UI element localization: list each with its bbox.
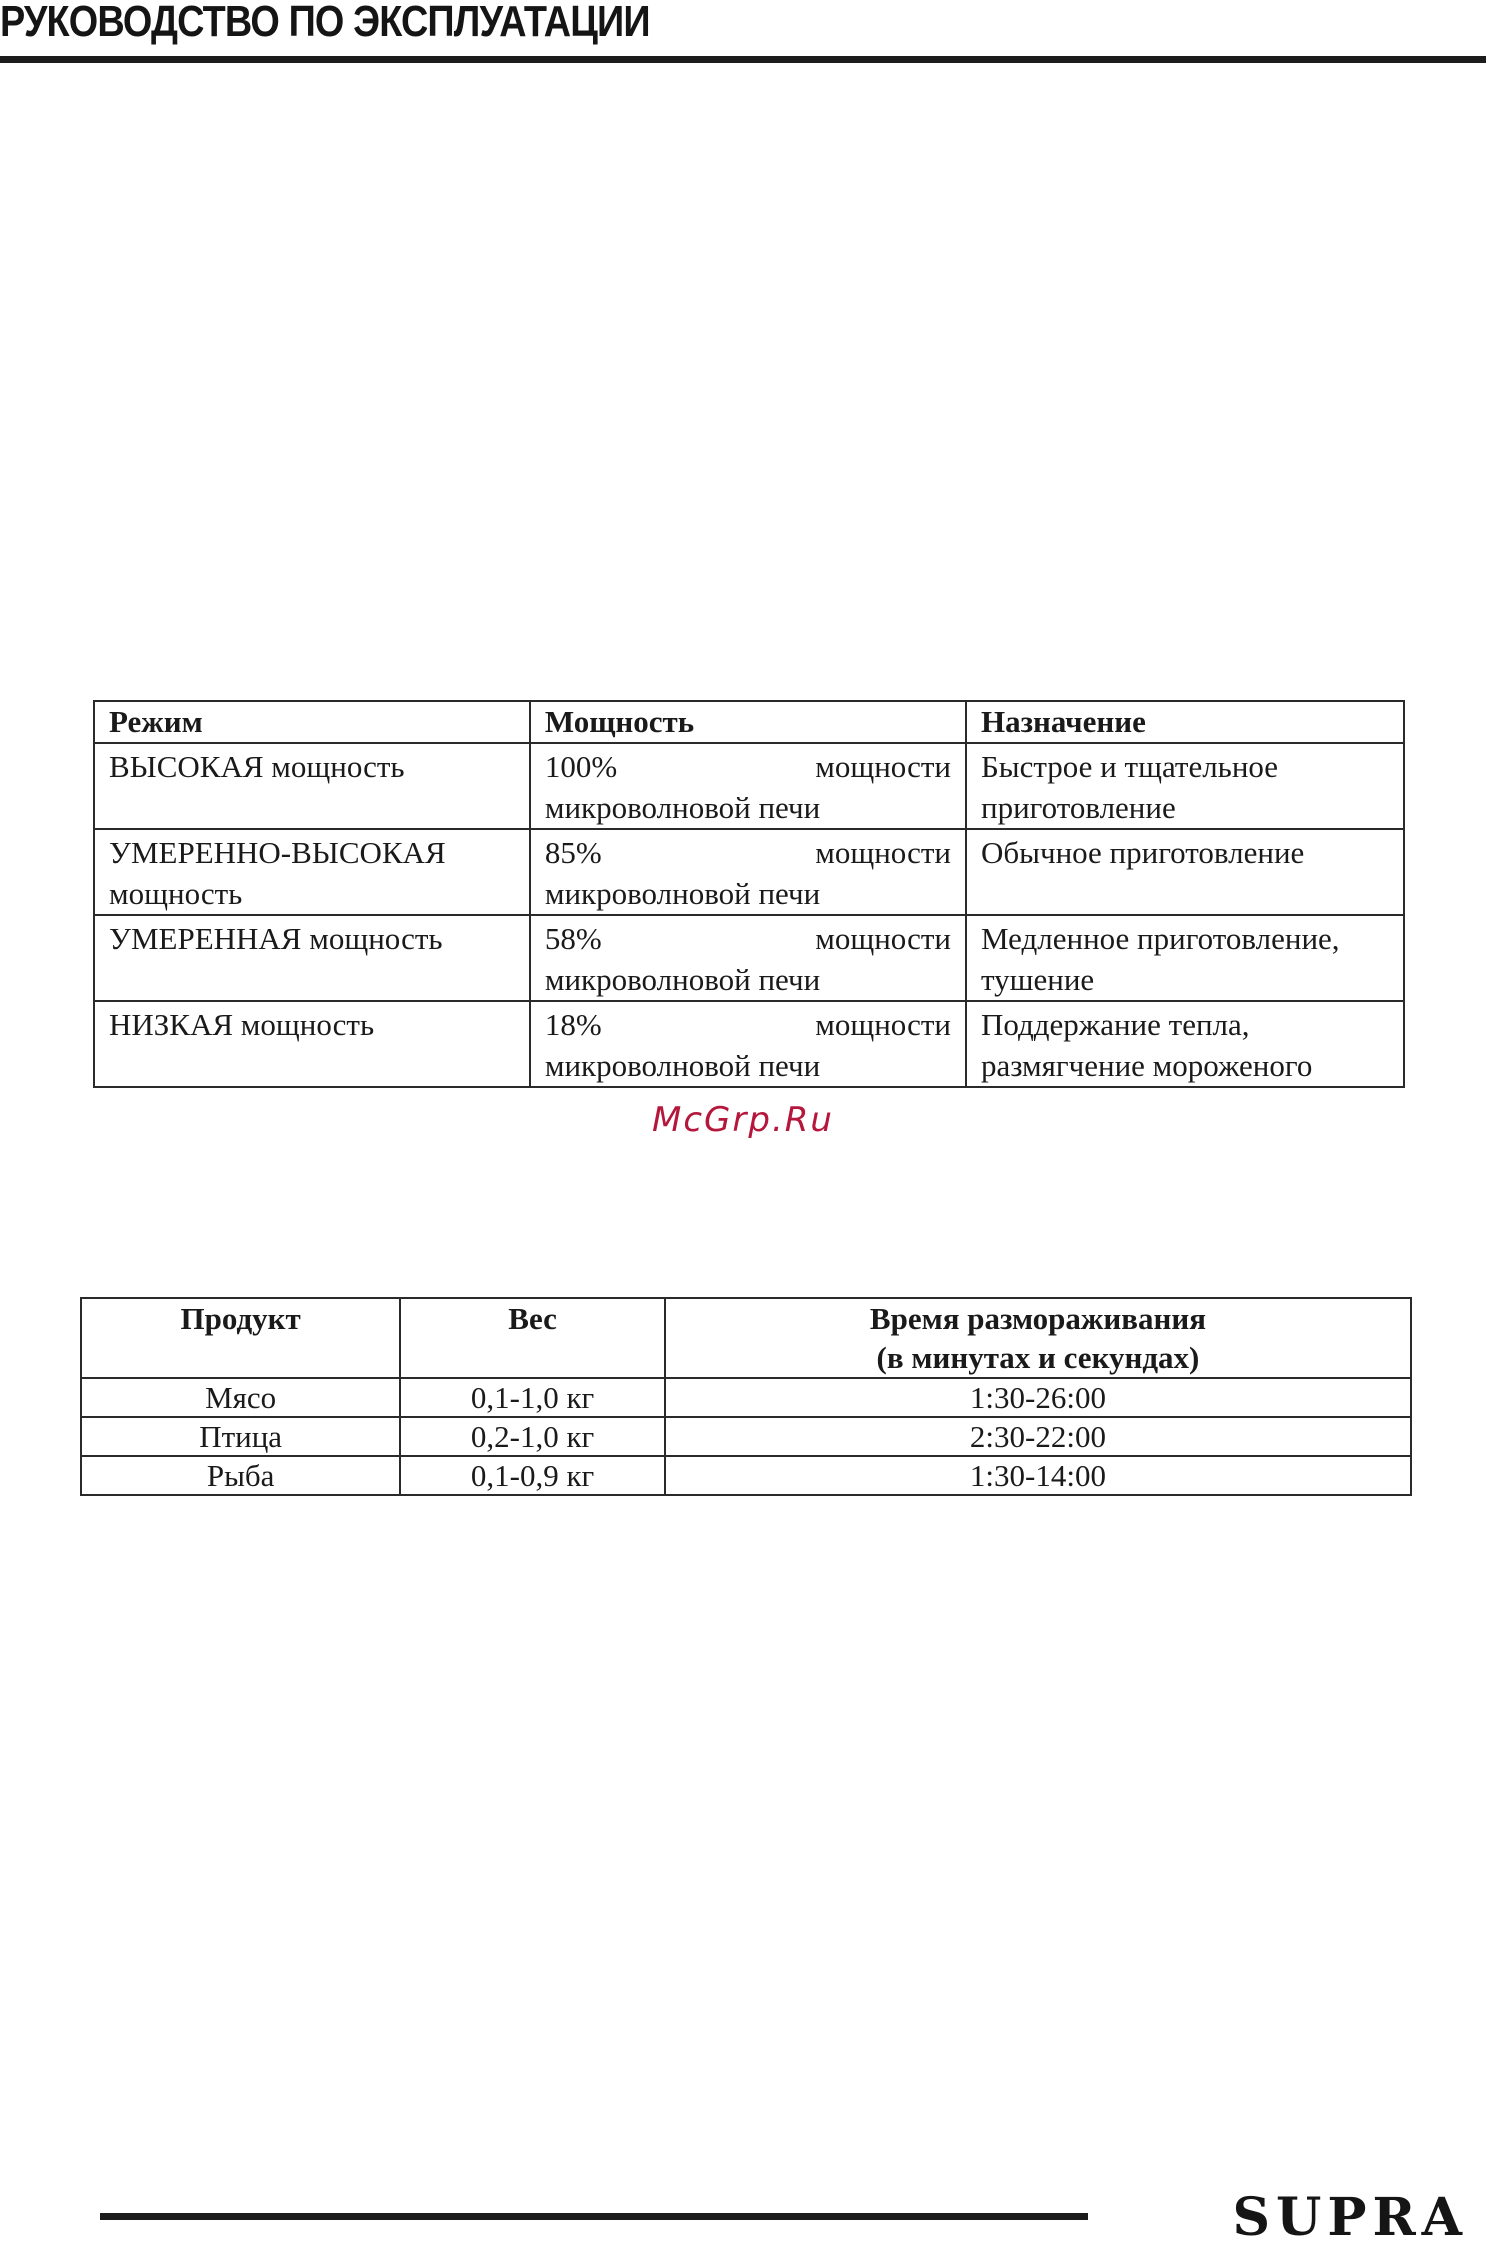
weight-cell: 0,2-1,0 кг — [400, 1417, 665, 1456]
defrost-table — [80, 1297, 1412, 1496]
table-row — [94, 1001, 1404, 1087]
product-cell: Птица — [81, 1417, 400, 1456]
power-cell — [530, 829, 966, 915]
column-header-defrost-time — [665, 1298, 1411, 1378]
column-header-power: Мощность — [530, 701, 966, 743]
power-word: мощности — [815, 835, 951, 870]
power-word: мощности — [815, 749, 951, 784]
footer-divider — [100, 2213, 1088, 2220]
product-cell: Рыба — [81, 1456, 400, 1495]
power-cell — [530, 743, 966, 829]
column-header-weight: Вес — [400, 1298, 665, 1378]
table-row — [94, 743, 1404, 829]
mode-cell: УМЕРЕННАЯ мощность — [94, 915, 530, 1001]
column-header-product: Продукт — [81, 1298, 400, 1378]
power-word: мощности — [815, 1007, 951, 1042]
power-source: микроволновой печи — [544, 876, 821, 911]
header-divider — [0, 56, 1486, 63]
weight-cell: 0,1-1,0 кг — [400, 1378, 665, 1417]
power-percent: 18% — [544, 1007, 602, 1042]
mode-cell: ВЫСОКАЯ мощность — [94, 743, 530, 829]
page-header-title: РУКОВОДСТВО ПО ЭКСПЛУАТАЦИИ — [0, 0, 650, 46]
purpose-cell: Быстрое и тщательное приготовление — [966, 743, 1404, 829]
power-source: микроволновой печи — [544, 962, 821, 997]
power-percent: 100% — [544, 749, 618, 784]
power-cell — [530, 1001, 966, 1087]
product-cell: Мясо — [81, 1378, 400, 1417]
table-row — [81, 1456, 1411, 1495]
table-header-row — [81, 1298, 1411, 1378]
column-header-purpose: Назначение — [966, 701, 1404, 743]
purpose-cell: Медленное приготовление, тушение — [966, 915, 1404, 1001]
mode-cell: УМЕРЕННО-ВЫСОКАЯ мощность — [94, 829, 530, 915]
table-row — [94, 829, 1404, 915]
power-source: микроволновой печи — [544, 790, 821, 825]
mode-cell: НИЗКАЯ мощность — [94, 1001, 530, 1087]
time-cell: 1:30-26:00 — [665, 1378, 1411, 1417]
table-row — [94, 915, 1404, 1001]
defrost-time-title: Время размораживания — [869, 1301, 1207, 1336]
power-source: микроволновой печи — [544, 1048, 821, 1083]
power-percent: 58% — [544, 921, 602, 956]
table-header-row — [94, 701, 1404, 743]
column-header-mode: Режим — [94, 701, 530, 743]
purpose-cell: Поддержание тепла, размягчение мороженого — [966, 1001, 1404, 1087]
power-modes-table — [93, 700, 1405, 1088]
watermark-link[interactable]: McGrp.Ru — [652, 1100, 834, 1140]
power-word: мощности — [815, 921, 951, 956]
time-cell: 2:30-22:00 — [665, 1417, 1411, 1456]
table-row — [81, 1378, 1411, 1417]
weight-cell: 0,1-0,9 кг — [400, 1456, 665, 1495]
defrost-time-unit: (в минутах и секундах) — [876, 1340, 1200, 1375]
time-cell: 1:30-14:00 — [665, 1456, 1411, 1495]
table-row — [81, 1417, 1411, 1456]
power-cell — [530, 915, 966, 1001]
supra-logo: SUPRA — [1232, 2187, 1468, 2248]
purpose-cell: Обычное приготовление — [966, 829, 1404, 915]
power-percent: 85% — [544, 835, 602, 870]
